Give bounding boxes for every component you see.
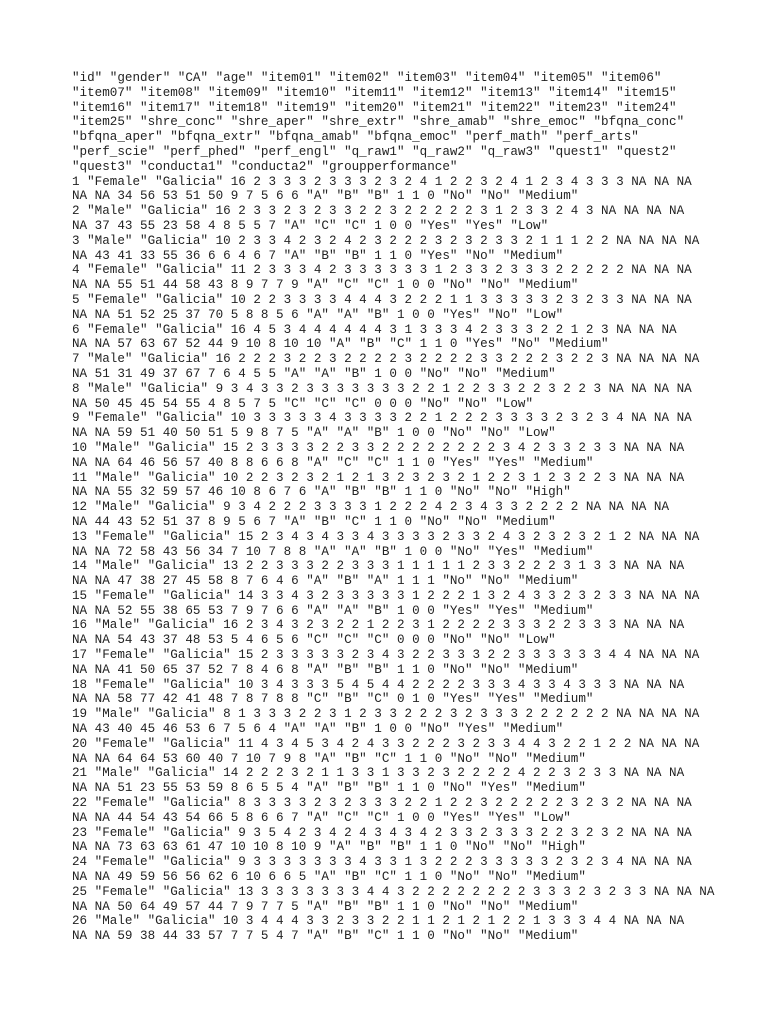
text-line: 6 "Female" "Galicia" 16 4 5 3 4 4 4 4 4 4 3 1 3 3 3 4 2 3 3 3 2 2 1 2 3 NA NA NA <box>72 322 677 337</box>
text-line: 15 "Female" "Galicia" 14 3 3 4 3 2 3 3 3 3 3 1 2 2 2 1 3 2 4 3 3 2 3 2 3 3 NA NA NA <box>72 588 700 603</box>
text-line: NA NA 41 50 65 37 52 7 8 4 6 8 "A" "B" "B" 1 1 0 "No" "No" "Medium" <box>72 662 579 677</box>
text-line: NA NA 52 55 38 65 53 7 9 7 6 6 "A" "A" "B" 1 0 0 "Yes" "Yes" "Medium" <box>72 603 594 618</box>
text-line: 1 "Female" "Galicia" 16 2 3 3 3 2 3 3 3 2 3 2 4 1 2 2 3 2 4 1 2 3 4 3 3 3 NA NA NA <box>72 174 692 189</box>
document-text <box>72 71 715 944</box>
text-line: NA NA 49 59 56 56 62 6 10 6 6 5 "A" "B" "C" 1 1 0 "No" "No" "Medium" <box>72 870 586 885</box>
text-line: "item25" "shre_conc" "shre_aper" "shre_extr" "shre_amab" "shre_emoc" "bfqna_conc" <box>72 115 685 130</box>
text-line: NA NA 55 32 59 57 46 10 8 6 7 6 "A" "B" "B" 1 1 0 "No" "No" "High" <box>72 485 571 500</box>
text-line: "id" "gender" "CA" "age" "item01" "item02" "item03" "item04" "item05" "item06" <box>72 71 662 85</box>
text-line: "item16" "item17" "item18" "item19" "item20" "item21" "item22" "item23" "item24" <box>72 100 677 115</box>
text-line: NA NA 51 23 55 53 59 8 6 5 5 4 "A" "B" "B" 1 1 0 "No" "Yes" "Medium" <box>72 781 586 796</box>
text-line: NA NA 51 52 25 37 70 5 8 8 5 6 "A" "A" "B" 1 0 0 "Yes" "No" "Low" <box>72 307 564 322</box>
text-line: 14 "Male" "Galicia" 13 2 2 3 3 3 2 2 3 3 3 1 1 1 1 1 2 3 3 2 2 2 3 1 3 3 NA NA NA <box>72 559 685 574</box>
text-line: 26 "Male" "Galicia" 10 3 4 4 4 3 3 2 3 3 2 2 1 1 2 1 2 1 2 2 1 3 3 3 4 4 NA NA NA <box>72 914 685 929</box>
text-line: 22 "Female" "Galicia" 8 3 3 3 3 2 3 2 3 3 3 2 2 1 2 2 3 2 2 2 2 2 3 2 3 2 NA NA NA <box>72 796 692 811</box>
text-line: NA NA 55 51 44 58 43 8 9 7 7 9 "A" "C" "C" 1 0 0 "No" "No" "Medium" <box>72 278 579 293</box>
text-line: 7 "Male" "Galicia" 16 2 2 2 3 2 2 3 2 2 2 2 3 2 2 2 2 3 3 2 2 2 3 2 2 3 NA NA NA NA <box>72 352 700 367</box>
text-line: "item07" "item08" "item09" "item10" "item11" "item12" "item13" "item14" "item15" <box>72 85 677 100</box>
text-line: 17 "Female" "Galicia" 15 2 3 3 3 3 3 2 3 4 3 2 2 3 3 3 2 2 3 3 3 3 3 3 4 4 NA NA NA <box>72 648 700 663</box>
text-line: 13 "Female" "Galicia" 15 2 3 4 3 4 3 3 4 3 3 3 3 2 3 3 2 4 3 2 3 2 3 2 1 2 NA NA NA <box>72 529 700 544</box>
text-line: NA NA 73 63 63 61 47 10 10 8 10 9 "A" "B" "B" 1 1 0 "No" "No" "High" <box>72 840 586 855</box>
text-line: 16 "Male" "Galicia" 16 2 3 4 3 2 3 2 2 1 2 2 3 1 2 2 2 2 3 3 3 2 2 3 3 3 NA NA NA <box>72 618 685 633</box>
text-line: NA 50 45 45 54 55 4 8 5 7 5 "C" "C" "C" 0 0 0 "No" "No" "Low" <box>72 396 534 411</box>
text-line: 25 "Female" "Galicia" 13 3 3 3 3 3 3 3 4 4 3 2 2 2 2 2 2 2 2 3 3 3 2 3 2 3 3 NA NA NA <box>72 884 715 899</box>
text-line: "quest3" "conducta1" "conducta2" "groupperformance" <box>72 159 458 174</box>
text-line: NA NA 34 56 53 51 50 9 7 5 6 6 "A" "B" "B" 1 1 0 "No" "No" "Medium" <box>72 189 579 204</box>
text-line: NA NA 64 46 56 57 40 8 8 6 6 8 "A" "C" "C" 1 1 0 "Yes" "Yes" "Medium" <box>72 455 594 470</box>
text-line: 24 "Female" "Galicia" 9 3 3 3 3 3 3 3 4 3 3 1 3 2 2 2 3 3 3 3 3 2 3 2 3 4 NA NA NA <box>72 855 692 870</box>
text-line: NA NA 57 63 67 52 44 9 10 8 10 10 "A" "B" "C" 1 1 0 "Yes" "No" "Medium" <box>72 337 609 352</box>
text-line: NA 43 41 33 55 36 6 6 4 6 7 "A" "B" "B" 1 1 0 "Yes" "No" "Medium" <box>72 248 564 263</box>
text-line: 4 "Female" "Galicia" 11 2 3 3 3 4 2 3 3 3 3 3 3 1 2 3 3 2 3 3 3 2 2 2 2 2 NA NA NA <box>72 263 692 278</box>
text-line: NA 44 43 52 51 37 8 9 5 6 7 "A" "B" "C" 1 1 0 "No" "No" "Medium" <box>72 514 556 529</box>
text-line: NA NA 54 43 37 48 53 5 4 6 5 6 "C" "C" "C" 0 0 0 "No" "No" "Low" <box>72 633 556 648</box>
text-line: 18 "Female" "Galicia" 10 3 4 3 3 3 5 4 5 4 4 2 2 2 2 3 3 3 4 3 3 4 3 3 3 NA NA NA <box>72 677 685 692</box>
text-line: NA 43 40 45 46 53 6 7 5 6 4 "A" "A" "B" 1 0 0 "No" "Yes" "Medium" <box>72 722 564 737</box>
text-line: NA NA 58 77 42 41 48 7 8 7 8 8 "C" "B" "C" 0 1 0 "Yes" "Yes" "Medium" <box>72 692 594 707</box>
text-line: "bfqna_aper" "bfqna_extr" "bfqna_amab" "bfqna_emoc" "perf_math" "perf_arts" <box>72 130 639 145</box>
text-line: 10 "Male" "Galicia" 15 2 3 3 3 3 2 2 3 3 2 2 2 2 2 2 2 2 3 4 2 3 3 2 3 3 NA NA NA <box>72 440 685 455</box>
text-line: NA 37 43 55 23 58 4 8 5 5 7 "A" "C" "C" 1 0 0 "Yes" "Yes" "Low" <box>72 218 549 233</box>
text-line: NA NA 59 38 44 33 57 7 7 5 4 7 "A" "B" "C" 1 1 0 "No" "No" "Medium" <box>72 929 579 944</box>
text-line: NA NA 64 64 53 60 40 7 10 7 9 8 "A" "B" "C" 1 1 0 "No" "No" "Medium" <box>72 751 586 766</box>
text-line: NA NA 50 64 49 57 44 7 9 7 7 5 "A" "B" "B" 1 1 0 "No" "No" "Medium" <box>72 899 579 914</box>
text-line: NA NA 47 38 27 45 58 8 7 6 4 6 "A" "B" "A" 1 1 1 "No" "No" "Medium" <box>72 574 579 589</box>
text-line: NA NA 44 54 43 54 66 5 8 6 6 7 "A" "C" "C" 1 0 0 "Yes" "Yes" "Low" <box>72 810 571 825</box>
text-line: NA NA 72 58 43 56 34 7 10 7 8 8 "A" "A" "B" 1 0 0 "No" "Yes" "Medium" <box>72 544 594 559</box>
text-line: 20 "Female" "Galicia" 11 4 3 4 5 3 4 2 4 3 3 2 2 2 3 2 3 3 4 4 3 2 2 1 2 2 NA NA NA <box>72 736 700 751</box>
text-line: 21 "Male" "Galicia" 14 2 2 2 3 2 1 1 3 3 1 3 3 2 3 2 2 2 2 4 2 2 3 2 3 3 NA NA NA <box>72 766 685 781</box>
text-line: 12 "Male" "Galicia" 9 3 4 2 2 2 3 3 3 3 1 2 2 2 4 2 3 4 3 3 2 2 2 2 NA NA NA NA <box>72 500 670 515</box>
text-line: 9 "Female" "Galicia" 10 3 3 3 3 3 4 3 3 3 3 2 2 1 2 2 2 3 3 3 3 2 3 2 3 4 NA NA NA <box>72 411 692 426</box>
text-line: 2 "Male" "Galicia" 16 2 3 3 2 3 2 3 3 2 2 3 2 2 2 2 2 3 1 2 3 3 2 4 3 NA NA NA NA <box>72 204 685 219</box>
text-line: "perf_scie" "perf_phed" "perf_engl" "q_raw1" "q_raw2" "q_raw3" "quest1" "quest2" <box>72 144 677 159</box>
text-line: 5 "Female" "Galicia" 10 2 2 3 3 3 3 4 4 4 3 2 2 2 1 1 3 3 3 3 3 2 3 2 3 3 NA NA NA <box>72 292 692 307</box>
text-line: 19 "Male" "Galicia" 8 1 3 3 3 2 2 3 1 2 3 3 2 2 2 3 2 3 3 3 2 2 2 2 2 2 NA NA NA NA <box>72 707 700 722</box>
text-line: NA 51 31 49 37 67 7 6 4 5 5 "A" "A" "B" 1 0 0 "No" "No" "Medium" <box>72 366 556 381</box>
text-line: 8 "Male" "Galicia" 9 3 4 3 3 2 3 3 3 3 3 3 3 2 2 1 2 2 3 3 2 2 3 2 2 3 NA NA NA NA <box>72 381 692 396</box>
text-line: 11 "Male" "Galicia" 10 2 2 3 2 3 2 1 2 1 3 2 3 2 3 2 1 2 2 3 1 2 3 2 2 3 NA NA NA <box>72 470 685 485</box>
text-line: 23 "Female" "Galicia" 9 3 5 4 2 3 4 2 4 3 4 3 4 2 3 3 2 3 3 3 2 2 3 2 3 2 NA NA NA <box>72 825 692 840</box>
text-line: 3 "Male" "Galicia" 10 2 3 3 4 2 3 2 4 2 3 2 2 2 3 2 3 2 3 3 2 1 1 1 2 2 NA NA NA NA <box>72 233 700 248</box>
text-line: NA NA 59 51 40 50 51 5 9 8 7 5 "A" "A" "B" 1 0 0 "No" "No" "Low" <box>72 426 556 441</box>
